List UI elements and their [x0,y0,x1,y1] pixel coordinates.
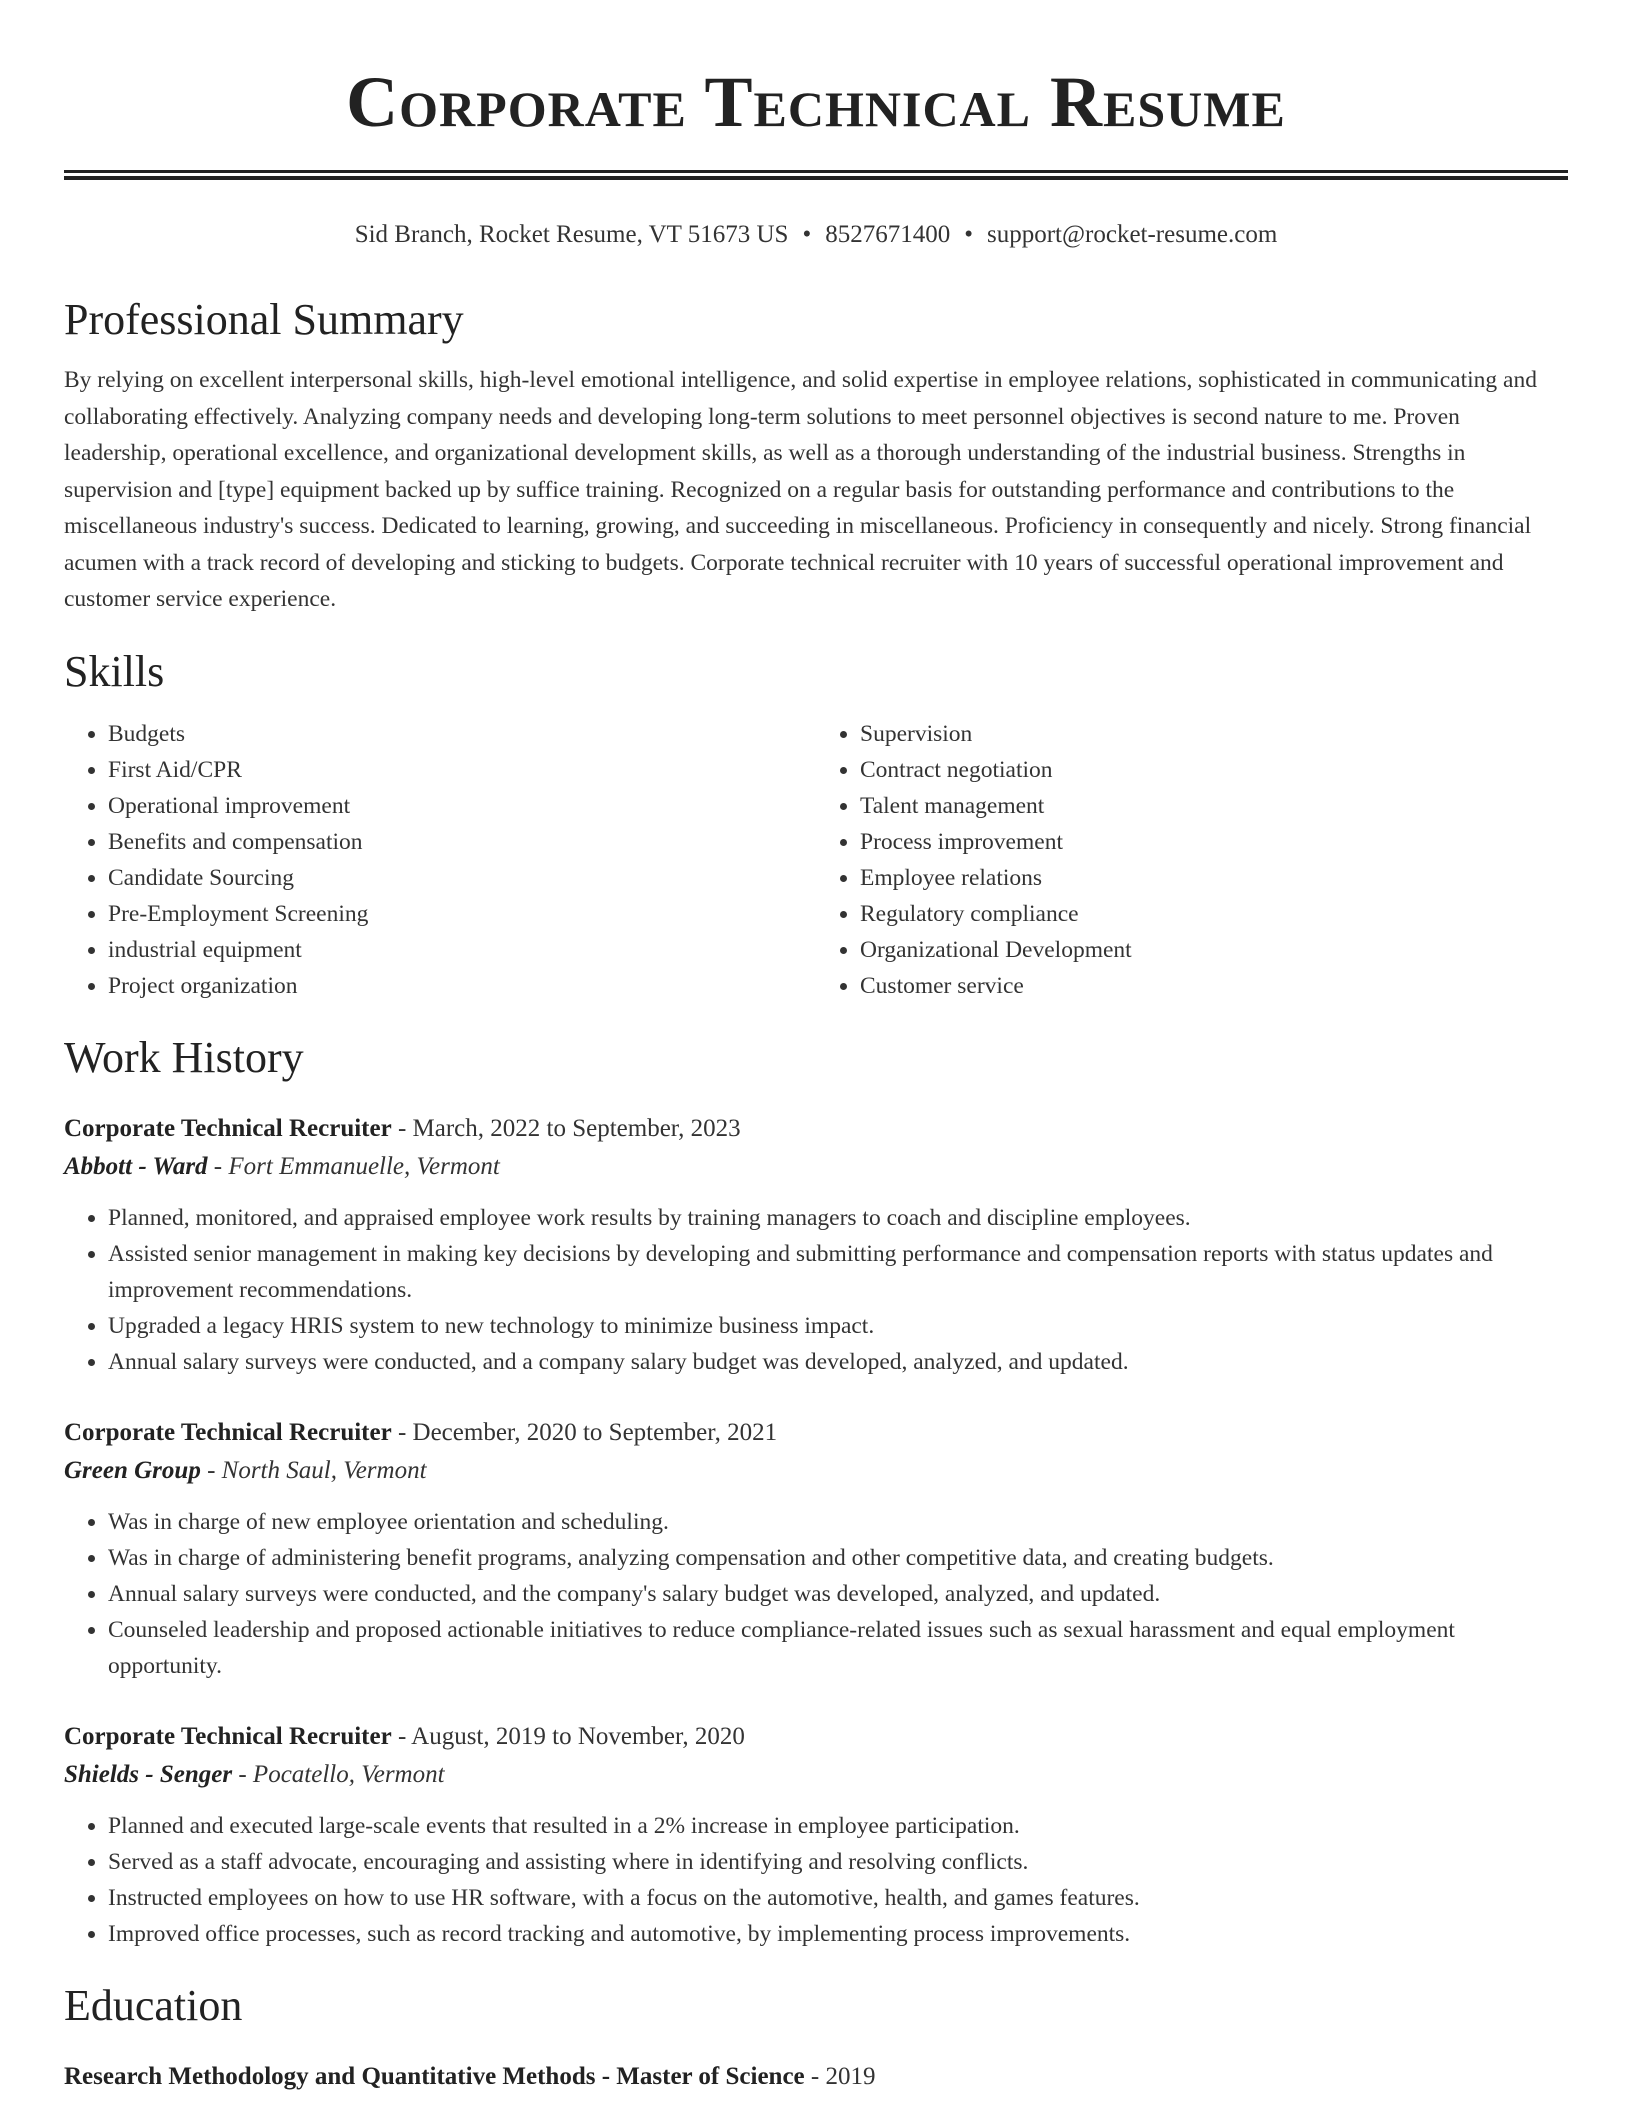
job-bullet: • Upgraded a legacy HRIS system to new technology to minimize business impact. [108,1308,1568,1344]
education-section [64,1978,1568,2096]
company-line [64,1148,1568,1186]
job-bullet: • Planned and executed large-scale events that resulted in a 2% increase in employee participation. [108,1808,1568,1844]
company-name: Abbott - Ward [64,1152,208,1180]
job-title: Corporate Technical Recruiter [64,1114,392,1142]
contact-email: support@rocket-resume.com [987,221,1278,248]
skill-item: • Pre-Employment Screening [108,896,816,932]
job-dates: - March, 2022 to September, 2023 [397,1114,741,1142]
job-bullet: • Instructed employees on how to use HR software, with a focus on the automotive, health, and games features. [108,1880,1568,1916]
job-bullets [64,1200,1568,1380]
skill-item: • Customer service [860,968,1568,1004]
job-bullet: • Assisted senior management in making key decisions by developing and submitting performance and compensation reports with status updates and improvement recommendations. [108,1236,1568,1308]
company-name: Shields - Senger [64,1760,233,1788]
skill-item: • Employee relations [860,860,1568,896]
education-entry [64,2058,1568,2096]
skills-list-left [64,716,816,1004]
job-title-line [64,1110,1568,1148]
skill-item: • Candidate Sourcing [108,860,816,896]
resume-title: Corporate Technical Resume [346,62,1286,142]
job-entry [64,1718,1568,1952]
job-dates: - August, 2019 to November, 2020 [397,1722,745,1750]
skills-list-right [816,716,1568,1004]
work-history-section [64,1030,1568,1952]
job-title: Corporate Technical Recruiter [64,1418,392,1446]
job-entry [64,1110,1568,1380]
skills-heading: Skills [64,646,165,696]
company-location: - Pocatello, Vermont [238,1760,445,1788]
job-dates: - December, 2020 to September, 2021 [397,1418,778,1446]
job-bullet: • Counseled leadership and proposed actionable initiatives to reduce compliance-related issues such as sexual harassment and equal employment opportunity. [108,1612,1568,1684]
job-bullets [64,1808,1568,1952]
summary-section [64,292,1568,618]
skill-item: • Process improvement [860,824,1568,860]
skill-item: • Supervision [860,716,1568,752]
job-bullet: • Annual salary surveys were conducted, and the company's salary budget was developed, analyzed, and updated. [108,1576,1568,1612]
title-divider [64,170,1568,180]
skills-columns [64,716,1568,1004]
contact-address: Sid Branch, Rocket Resume, VT 51673 US [354,221,789,248]
education-heading: Education [64,1980,243,2030]
skill-item: • Budgets [108,716,816,752]
job-bullet: • Was in charge of new employee orientation and scheduling. [108,1504,1568,1540]
skill-item: • First Aid/CPR [108,752,816,788]
summary-heading: Professional Summary [64,295,464,344]
work-history-heading: Work History [64,1032,304,1082]
skill-item: • Benefits and compensation [108,824,816,860]
education-year: - 2019 [810,2062,876,2090]
contact-separator: • [802,221,812,248]
job-title: Corporate Technical Recruiter [64,1722,392,1750]
skill-item: • Operational improvement [108,788,816,824]
job-bullet: • Was in charge of administering benefit programs, analyzing compensation and other competitive data, and creating budgets. [108,1540,1568,1576]
job-bullets [64,1504,1568,1684]
company-line [64,1452,1568,1490]
skill-item: • industrial equipment [108,932,816,968]
company-line [64,1756,1568,1794]
summary-text: By relying on excellent interpersonal skills, high-level emotional intelligence, and solid expertise in employee relations, sophisticated in communicating and collaborating effectively. Analyzing company needs and developing long-term solutions to meet personnel objectives is second nature to me. Proven leadership, operational excellence, and organizational development skills, as well as a thorough understanding of the industrial business. Strengths in supervision and [type] equipment backed up by suffice training. Recognized on a regular basis for outstanding performance and contributions to the miscellaneous industry's success. Dedicated to learning, growing, and succeeding in miscellaneous. Proficiency in consequently and nicely. Strong financial acumen with a track record of developing and sticking to budgets. Corporate technical recruiter with 10 years of successful operational improvement and customer service experience. [64,367,1537,612]
job-bullet: • Planned, monitored, and appraised employee work results by training managers to coach and discipline employees. [108,1200,1568,1236]
job-bullet: • Served as a staff advocate, encouraging and assisting where in identifying and resolving conflicts. [108,1844,1568,1880]
company-name: Green Group [64,1456,201,1484]
job-entry [64,1414,1568,1684]
job-title-line [64,1718,1568,1756]
company-location: - Fort Emmanuelle, Vermont [213,1152,500,1180]
skill-item: • Regulatory compliance [860,896,1568,932]
skill-item: • Organizational Development [860,932,1568,968]
skills-section [64,644,1568,1004]
contact-phone: 8527671400 [825,221,951,248]
job-title-line [64,1414,1568,1452]
skill-item: • Contract negotiation [860,752,1568,788]
company-location: - North Saul, Vermont [207,1456,427,1484]
contact-separator: • [964,221,973,248]
job-bullet: • Improved office processes, such as record tracking and automotive, by implementing process improvements. [108,1916,1568,1952]
skill-item: • Project organization [108,968,816,1004]
education-degree: Research Methodology and Quantitative Methods - Master of Science [64,2062,805,2090]
skill-item: • Talent management [860,788,1568,824]
job-bullet: • Annual salary surveys were conducted, and a company salary budget was developed, analyzed, and updated. [108,1344,1568,1380]
contact-line [64,218,1568,252]
